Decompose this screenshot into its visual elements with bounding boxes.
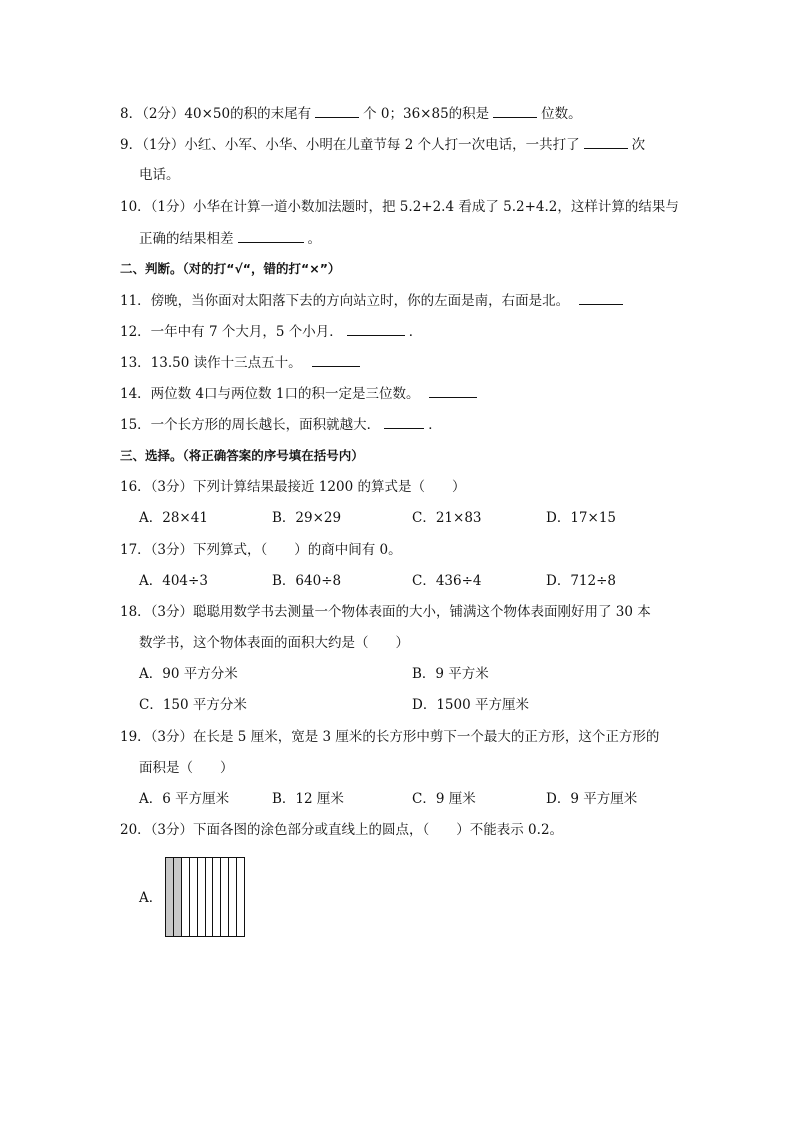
option-d[interactable]: D．9 平方厘米 (546, 791, 638, 807)
answer-blank[interactable] (429, 383, 477, 398)
question-15-text: 15．一个长方形的周长越长，面积就越大． (120, 417, 381, 433)
question-10 (120, 197, 679, 217)
section-heading-choice: 三、选择。（将正确答案的序号填在括号内） (120, 448, 364, 463)
unshaded-strip (198, 858, 206, 936)
option-b[interactable]: B．9 平方米 (412, 666, 489, 682)
question-18: 18．（3分）聪聪用数学书去测量一个物体表面的大小，铺满这个物体表面刚好用了 30 本 (120, 604, 651, 620)
option-d[interactable]: D．712÷8 (546, 573, 616, 589)
unshaded-strip (190, 858, 198, 936)
option-c[interactable]: C．150 平方分米 (139, 697, 247, 713)
unshaded-strip (206, 858, 214, 936)
answer-blank[interactable] (347, 321, 405, 336)
question-9-text-a: 9．（1分）小红、小军、小华、小明在儿童节每 2 个人打一次电话，一共打了 (120, 137, 580, 153)
shaded-strip-diagram (165, 857, 245, 937)
option-b[interactable]: B．29×29 (272, 510, 342, 526)
question-19-continued: 面积是（ ） (139, 760, 234, 776)
answer-blank[interactable] (579, 290, 623, 305)
answer-blank[interactable] (493, 103, 537, 118)
question-10-text-b: 正确的结果相差 (139, 231, 234, 247)
question-19: 19．（3分）在长是 5 厘米，宽是 3 厘米的长方形中剪下一个最大的正方形，这个正方形的 (120, 729, 660, 745)
unshaded-strip (213, 858, 221, 936)
question-13-text: 13．13.50 读作十三点五十。 (120, 355, 302, 371)
option-b[interactable]: B．12 厘米 (272, 791, 344, 807)
question-12-text-end: ． (408, 324, 423, 340)
question-11 (120, 290, 627, 311)
question-14-text: 14．两位数 4口与两位数 1口的积一定是三位数。 (120, 386, 420, 402)
unshaded-strip (221, 858, 229, 936)
question-9-text-b: 次 (631, 137, 646, 153)
question-12-text: 12．一年中有 7 个大月，5 个小月． (120, 324, 343, 340)
question-11-text: 11．傍晚，当你面对太阳落下去的方向站立时，你的左面是南，右面是北。 (120, 293, 570, 309)
question-8-text-a: 8．（2分）40×50的积的末尾有 (120, 106, 312, 122)
option-a[interactable]: A．28×41 (139, 510, 208, 526)
question-8-text-b: 个 0；36×85的积是 (363, 106, 490, 122)
option-d[interactable]: D．17×15 (546, 510, 616, 526)
shaded-strip (174, 858, 182, 936)
question-10-text-c: 。 (307, 231, 321, 247)
answer-blank[interactable] (384, 414, 424, 429)
answer-blank[interactable] (315, 103, 359, 118)
unshaded-strip (237, 858, 244, 936)
option-a[interactable]: A． (139, 890, 163, 906)
question-18-continued: 数学书，这个物体表面的面积大约是（ ） (139, 635, 409, 651)
question-10-text-a: 10．（1分）小华在计算一道小数加法题时，把 5.2+2.4 看成了 5.2+4.2，这样计算的结果与 (120, 199, 679, 215)
question-10-continued (139, 228, 321, 249)
option-b[interactable]: B．640÷8 (272, 573, 342, 589)
section-heading-judgement: 二、判断。（对的打“√“，错的打“×”） (120, 261, 341, 276)
question-15-text-end: ． (428, 417, 442, 433)
answer-blank[interactable] (312, 352, 360, 367)
option-c[interactable]: C．21×83 (412, 510, 482, 526)
unshaded-strip (229, 858, 237, 936)
question-8-text-c: 位数。 (541, 106, 582, 122)
shaded-strip (166, 858, 174, 936)
question-14 (120, 383, 481, 404)
question-9-text-c: 电话。 (139, 167, 180, 183)
question-12 (120, 321, 422, 342)
question-13 (120, 352, 364, 373)
option-a[interactable]: A．404÷3 (139, 573, 208, 589)
question-16: 16．（3分）下列计算结果最接近 1200 的算式是（ ） (120, 479, 466, 495)
answer-blank[interactable] (238, 228, 304, 243)
answer-blank[interactable] (584, 134, 628, 149)
unshaded-strip (182, 858, 190, 936)
question-20: 20．（3分）下面各图的涂色部分或直线上的圆点，（ ）不能表示 0.2。 (120, 822, 564, 838)
question-15 (120, 414, 442, 435)
option-d[interactable]: D．1500 平方厘米 (412, 697, 529, 713)
option-a[interactable]: A．90 平方分米 (139, 666, 238, 682)
question-17: 17．（3分）下列算式，（ ）的商中间有 0。 (120, 542, 402, 558)
option-a[interactable]: A．6 平方厘米 (139, 791, 230, 807)
question-8 (120, 103, 582, 124)
option-c[interactable]: C．436÷4 (412, 573, 482, 589)
question-9-continued (139, 165, 180, 185)
question-9 (120, 134, 645, 155)
option-c[interactable]: C．9 厘米 (412, 791, 476, 807)
